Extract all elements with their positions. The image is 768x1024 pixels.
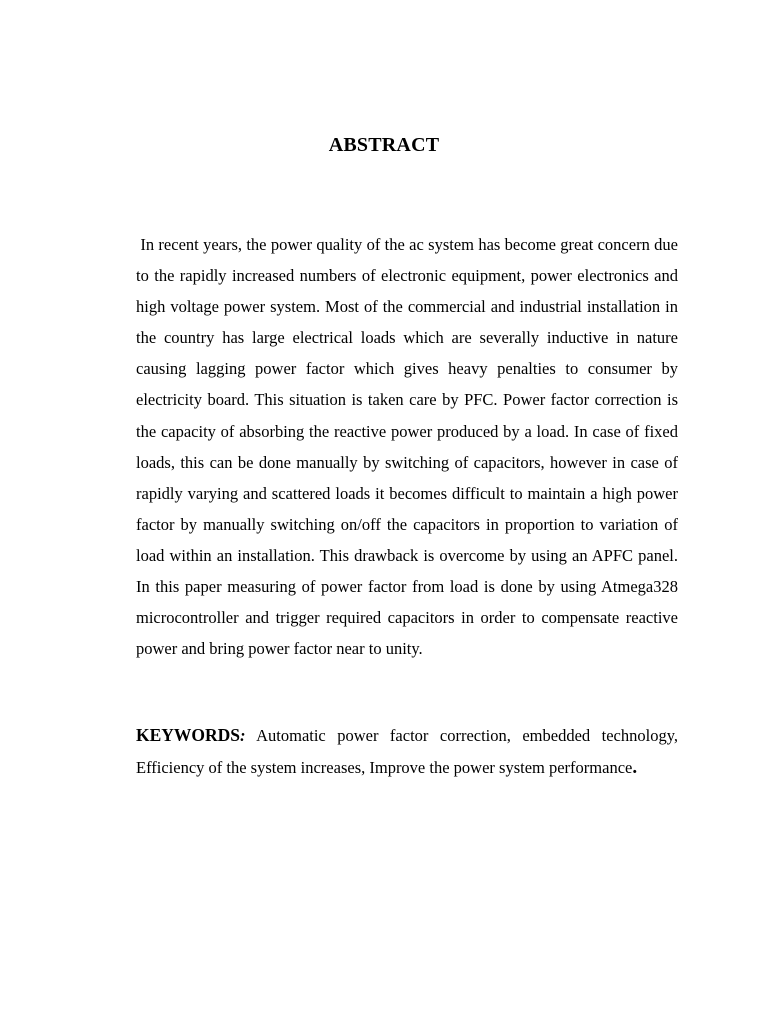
keywords-text: Automatic power factor correction, embedded technology, Efficiency of the system increases, Improve the power system performance: [136, 726, 678, 777]
abstract-heading: ABSTRACT: [328, 134, 440, 156]
abstract-paragraph: In recent years, the power quality of the ac system has become great concern due to the rapidly increased numbers of electronic equipment, power electronics and high voltage power system. Most of the commercial and industrial installation in the country has large electrical loads which are severally inductive in nature causing lagging power factor which gives heavy penalties to consumer by electricity board. This situation is taken care by PFC. Power factor correction is the capacity of absorbing the reactive power produced by a load. In case of fixed loads, this can be done manually by switching of capacitors, however in case of rapidly varying and scattered loads it becomes difficult to maintain a high power factor by manually switching on/off the capacitors in proportion to variation of load within an installation. This drawback is overcome by using an APFC panel. In this paper measuring of power factor from load is done by using Atmega328 microcontroller and trigger required capacitors in order to compensate reactive power and bring power factor near to unity.: [136, 235, 678, 659]
keywords-label: KEYWORDS: [136, 725, 241, 745]
keywords-paragraph: [136, 719, 678, 784]
keywords-colon: :: [240, 726, 246, 745]
keywords-end-mark: .: [632, 757, 638, 778]
